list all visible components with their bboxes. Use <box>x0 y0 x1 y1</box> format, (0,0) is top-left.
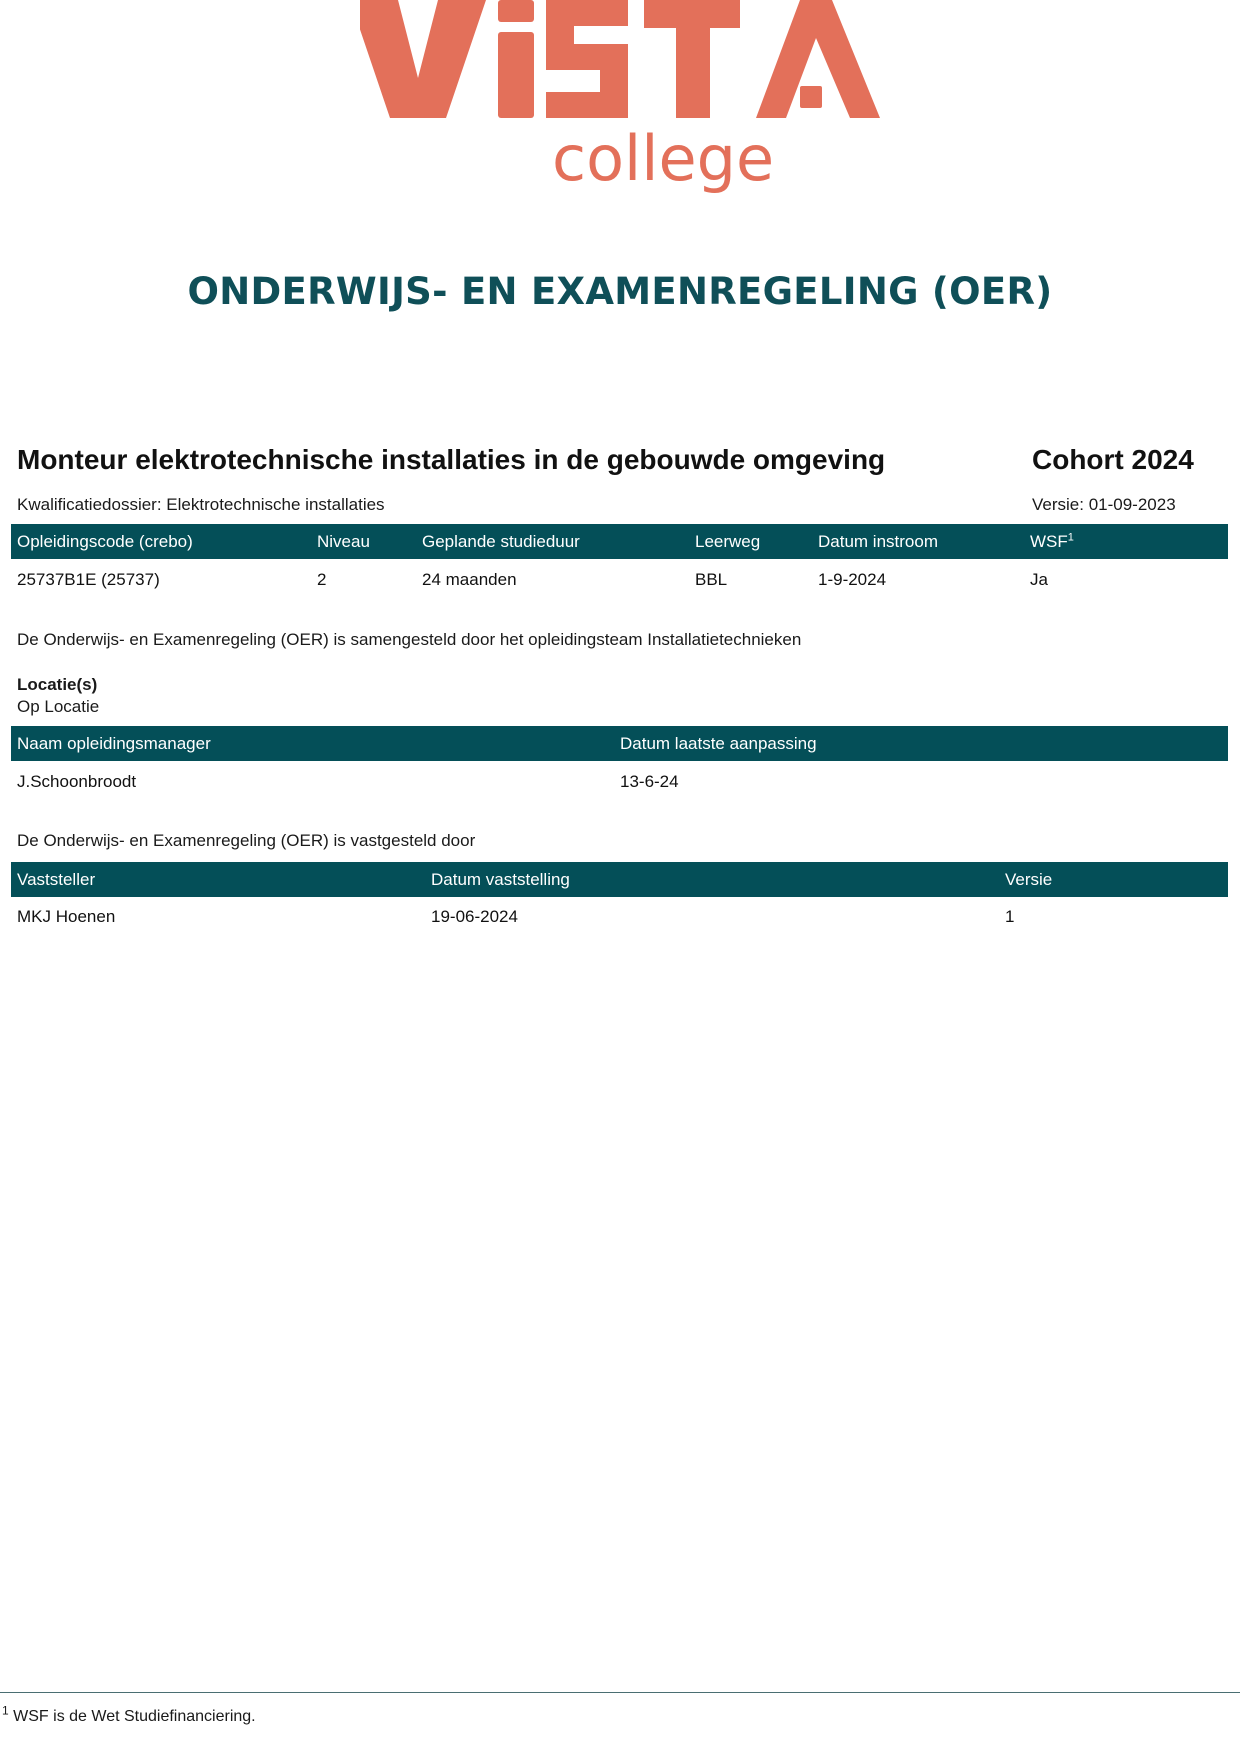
location-label: Locatie(s) <box>17 675 98 694</box>
cell-datum-vaststelling: 19-06-2024 <box>431 907 518 926</box>
established-table-header <box>11 862 1228 897</box>
header-datum-vaststelling: Datum vaststelling <box>431 870 570 889</box>
established-by-text: De Onderwijs- en Examenregeling (OER) is vastgesteld door <box>17 831 476 850</box>
cell-leerweg: BBL <box>695 570 728 589</box>
header-datum-instroom: Datum instroom <box>818 532 938 551</box>
header-vaststeller: Vaststeller <box>17 870 96 889</box>
cell-last-modified: 13-6-24 <box>620 772 679 791</box>
header-leerweg: Leerweg <box>695 532 761 551</box>
footnote <box>2 1703 256 1726</box>
cell-studieduur: 24 maanden <box>422 570 517 589</box>
cell-versie: 1 <box>1005 907 1015 926</box>
manager-table-header <box>11 726 1228 761</box>
cell-niveau: 2 <box>317 570 327 589</box>
footnote-text: WSF is de Wet Studiefinanciering. <box>13 1708 256 1725</box>
cell-manager: J.Schoonbroodt <box>17 772 137 791</box>
programme-name: Monteur elektrotechnische installaties in de gebouwde omgeving <box>17 444 886 475</box>
logo-college-text: college <box>552 122 775 195</box>
header-versie: Versie <box>1005 870 1053 889</box>
header-studieduur: Geplande studieduur <box>422 532 580 551</box>
cell-datum-instroom: 1-9-2024 <box>818 570 887 589</box>
programme-table-header <box>11 524 1228 559</box>
footnote-mark: 1 <box>2 1703 9 1718</box>
footnote-divider <box>0 1692 1240 1693</box>
programme-table-row <box>11 562 1228 597</box>
location-value: Op Locatie <box>17 697 100 716</box>
header-wsf <box>1030 524 1074 559</box>
cell-vaststeller: MKJ Hoenen <box>17 907 116 926</box>
qualification-dossier: Kwalificatiedossier: Elektrotechnische installaties <box>17 495 385 514</box>
cell-wsf: Ja <box>1030 570 1048 589</box>
header-niveau: Niveau <box>317 532 370 551</box>
cell-crebo: 25737B1E (25737) <box>17 570 160 589</box>
established-table-row <box>11 899 1228 934</box>
vista-college-logo <box>360 0 880 210</box>
header-crebo: Opleidingscode (crebo) <box>17 532 193 551</box>
manager-table-row <box>11 764 1228 799</box>
header-last-modified: Datum laatste aanpassing <box>620 734 817 753</box>
composed-by-text: De Onderwijs- en Examenregeling (OER) is samengesteld door het opleidingsteam Installatietechnieken <box>17 630 802 649</box>
document-title: ONDERWIJS- EN EXAMENREGELING (OER) <box>187 270 1053 313</box>
header-wsf-label: WSF <box>1030 532 1068 551</box>
header-manager: Naam opleidingsmanager <box>17 734 211 753</box>
dossier-version: Versie: 01-09-2023 <box>1032 495 1176 514</box>
wsf-footnote-ref: 1 <box>1067 531 1074 544</box>
cohort-label: Cohort 2024 <box>1032 444 1194 475</box>
